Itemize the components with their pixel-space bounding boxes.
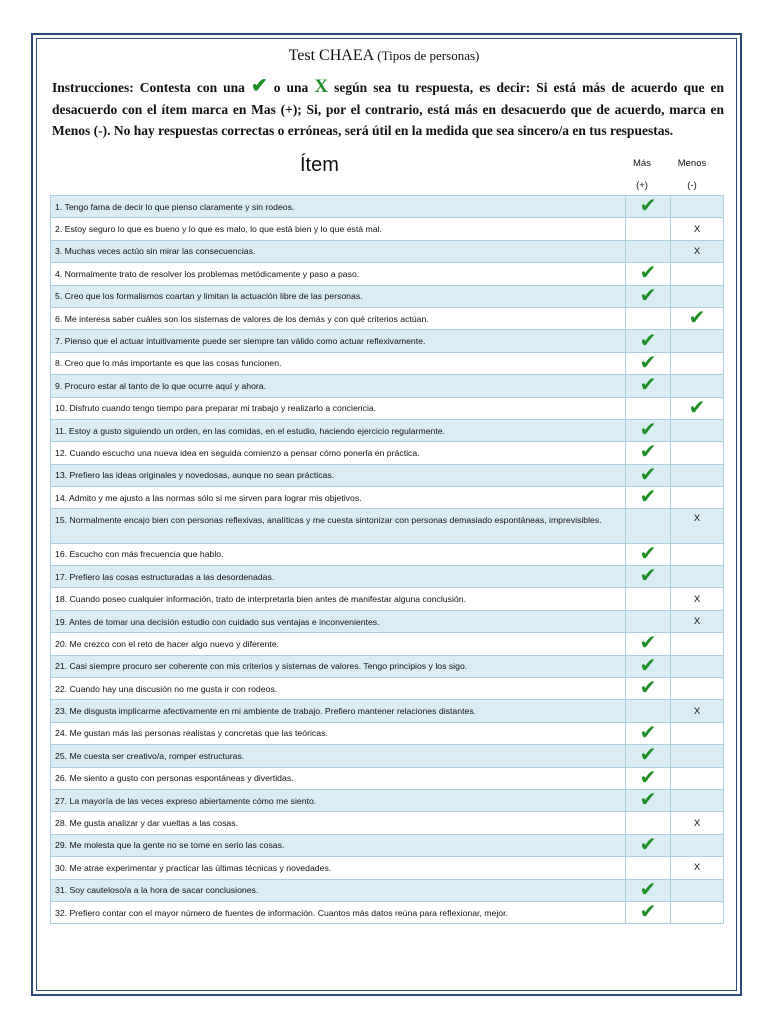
items-table: [50, 195, 724, 924]
mas-cell[interactable]: [626, 812, 671, 834]
menos-cell[interactable]: [671, 419, 724, 441]
item-text: 27. La mayoría de las veces expreso abiertamente cómo me siento.: [51, 789, 626, 811]
item-text: 1. Tengo fama de decir lo que pienso claramente y sin rodeos.: [51, 196, 626, 218]
menos-cell[interactable]: [671, 263, 724, 285]
item-text: 28. Me gusta analizar y dar vueltas a las cosas.: [51, 812, 626, 834]
check-icon: ✔: [639, 901, 657, 924]
item-text: 2. Estoy seguro lo que es bueno y lo que es malo, lo que está bien y lo que está mal.: [51, 218, 626, 240]
item-text: 5. Creo que los formalismos coartan y limitan la actuación libre de las personas.: [51, 285, 626, 307]
menos-cell[interactable]: [671, 901, 724, 923]
menos-cell[interactable]: [671, 487, 724, 509]
check-icon: ✔: [639, 441, 657, 464]
table-row: [51, 857, 724, 879]
mas-cell[interactable]: [626, 566, 671, 588]
menos-label: Menos: [677, 158, 707, 169]
mas-cell[interactable]: [626, 218, 671, 240]
table-row: [51, 678, 724, 700]
menos-cell[interactable]: [671, 566, 724, 588]
check-icon: ✔: [639, 463, 657, 486]
menos-cell[interactable]: [671, 464, 724, 486]
check-icon: ✔: [639, 284, 657, 307]
menos-cell[interactable]: [671, 722, 724, 744]
item-text: 14. Admito y me ajusto a las normas sólo si me sirven para lograr mis objetivos.: [51, 487, 626, 509]
check-icon: ✔: [639, 351, 657, 374]
mas-cell[interactable]: [626, 509, 671, 543]
menos-cell[interactable]: [671, 375, 724, 397]
table-row: [51, 240, 724, 262]
item-text: 13. Prefiero las ideas originales y novedosas, aunque no sean prácticas.: [51, 464, 626, 486]
check-icon: ✔: [639, 419, 657, 442]
table-row: [51, 263, 724, 285]
check-icon: ✔: [688, 396, 706, 419]
x-mark: X: [693, 245, 701, 257]
menos-cell[interactable]: [671, 196, 724, 218]
mas-cell[interactable]: [626, 767, 671, 789]
table-row: [51, 196, 724, 218]
table-row: [51, 588, 724, 610]
item-text: 19. Antes de tomar una decisión estudio con cuidado sus ventajas e inconvenientes.: [51, 610, 626, 632]
menos-cell[interactable]: [671, 442, 724, 464]
item-text: 20. Me crezco con el reto de hacer algo nuevo y diferente.: [51, 633, 626, 655]
item-text: 32. Prefiero contar con el mayor número de fuentes de información. Cuantos más datos reúna para reflexionar, mejor.: [51, 901, 626, 923]
item-text: 24. Me gustan más las personas realistas y concretas que las teóricas.: [51, 722, 626, 744]
mas-cell[interactable]: [626, 330, 671, 352]
table-row: [51, 352, 724, 374]
menos-cell[interactable]: [671, 700, 724, 722]
table-row: [51, 307, 724, 329]
item-text: 26. Me siento a gusto con personas espontáneas y divertidas.: [51, 767, 626, 789]
x-mark: X: [693, 513, 701, 525]
mas-cell[interactable]: [626, 196, 671, 218]
menos-cell[interactable]: [671, 218, 724, 240]
table-row: [51, 218, 724, 240]
mas-cell[interactable]: [626, 901, 671, 923]
check-icon: ✔: [639, 677, 657, 700]
mas-cell[interactable]: [626, 789, 671, 811]
table-row: [51, 745, 724, 767]
title-subtitle: (Tipos de personas): [377, 48, 480, 63]
menos-sign: (-): [687, 180, 697, 191]
check-icon: ✔: [639, 542, 657, 565]
mas-cell[interactable]: [626, 745, 671, 767]
check-icon: ✔: [639, 721, 657, 744]
menos-cell[interactable]: [671, 767, 724, 789]
items-table-body: [51, 196, 724, 924]
item-text: 23. Me disgusta implicarme afectivamente en mi ambiente de trabajo. Prefiero mantener relaciones distantes.: [51, 700, 626, 722]
item-text: 21. Casi siempre procuro ser coherente con mis criterios y sistemas de valores. Tengo principios y los sigo.: [51, 655, 626, 677]
mas-cell[interactable]: [626, 722, 671, 744]
item-text: 8. Creo que lo más importante es que las cosas funcionen.: [51, 352, 626, 374]
mas-cell[interactable]: [626, 487, 671, 509]
item-text: 9. Procuro estar al tanto de lo que ocurre aquí y ahora.: [51, 375, 626, 397]
menos-cell[interactable]: [671, 879, 724, 901]
x-mark-icon: X: [314, 76, 329, 97]
table-row: [51, 767, 724, 789]
check-icon: ✔: [639, 486, 657, 509]
table-row: [51, 442, 724, 464]
table-row: [51, 509, 724, 543]
mas-cell[interactable]: [626, 588, 671, 610]
item-text: 18. Cuando poseo cualquier información, trato de interpretarla bien antes de manifestar alguna conclusión.: [51, 588, 626, 610]
menos-cell[interactable]: [671, 834, 724, 856]
menos-cell[interactable]: [671, 610, 724, 632]
check-icon: ✔: [639, 195, 657, 218]
item-text: 15. Normalmente encajo bien con personas reflexivas, analíticas y me cuesta sintonizar con personas demasiado espontáneas, imprevisibles.: [51, 509, 626, 543]
check-icon: ✔: [688, 307, 706, 330]
table-row: [51, 285, 724, 307]
mas-column-header: [626, 153, 658, 197]
mas-cell[interactable]: [626, 633, 671, 655]
item-column-header: Ítem: [300, 154, 339, 176]
check-icon: ✔: [639, 744, 657, 767]
x-mark: X: [693, 705, 701, 717]
mas-cell[interactable]: [626, 397, 671, 419]
menos-cell[interactable]: [671, 352, 724, 374]
menos-cell[interactable]: [671, 789, 724, 811]
menos-column-header: [672, 153, 712, 197]
instructions: [52, 76, 724, 142]
table-row: [51, 722, 724, 744]
mas-cell[interactable]: [626, 263, 671, 285]
mas-cell[interactable]: [626, 285, 671, 307]
mas-cell[interactable]: [626, 352, 671, 374]
menos-cell[interactable]: [671, 655, 724, 677]
check-icon: ✔: [639, 789, 657, 812]
table-row: [51, 330, 724, 352]
mas-cell[interactable]: [626, 464, 671, 486]
table-row: [51, 812, 724, 834]
x-mark: X: [693, 817, 701, 829]
mas-cell[interactable]: [626, 655, 671, 677]
table-row: [51, 834, 724, 856]
table-row: [51, 610, 724, 632]
item-text: 17. Prefiero las cosas estructuradas a las desordenadas.: [51, 566, 626, 588]
item-text: 6. Me interesa saber cuáles son los sistemas de valores de los demás y con qué criterios actúan.: [51, 307, 626, 329]
table-row: [51, 633, 724, 655]
mas-cell[interactable]: [626, 419, 671, 441]
check-icon: ✔: [639, 329, 657, 352]
check-icon: ✔: [639, 632, 657, 655]
x-mark: X: [693, 862, 701, 874]
item-text: 3. Muchas veces actúo sin mirar las consecuencias.: [51, 240, 626, 262]
table-row: [51, 375, 724, 397]
table-row: [51, 901, 724, 923]
x-mark: X: [693, 616, 701, 628]
check-icon: ✔: [639, 262, 657, 285]
check-icon: ✔: [639, 565, 657, 588]
item-text: 22. Cuando hay una discusión no me gusta ir con rodeos.: [51, 678, 626, 700]
check-icon: ✔: [639, 766, 657, 789]
table-row: [51, 419, 724, 441]
table-row: [51, 789, 724, 811]
mas-cell[interactable]: [626, 700, 671, 722]
x-mark: X: [693, 593, 701, 605]
table-row: [51, 879, 724, 901]
menos-cell[interactable]: [671, 397, 724, 419]
mas-label: Más: [633, 158, 651, 169]
item-text: 29. Me molesta que la gente no se tome en serio las cosas.: [51, 834, 626, 856]
mas-cell[interactable]: [626, 307, 671, 329]
mas-cell[interactable]: [626, 678, 671, 700]
menos-cell[interactable]: [671, 307, 724, 329]
table-row: [51, 700, 724, 722]
menos-cell[interactable]: [671, 588, 724, 610]
item-text: 4. Normalmente trato de resolver los problemas metódicamente y paso a paso.: [51, 263, 626, 285]
mas-cell[interactable]: [626, 610, 671, 632]
item-text: 7. Pienso que el actuar intuitivamente puede ser siempre tan válido como actuar reflexivamente.: [51, 330, 626, 352]
mas-cell[interactable]: [626, 834, 671, 856]
mas-cell[interactable]: [626, 879, 671, 901]
check-icon: ✔: [639, 878, 657, 901]
menos-cell[interactable]: [671, 745, 724, 767]
mas-cell[interactable]: [626, 543, 671, 565]
menos-cell[interactable]: [671, 330, 724, 352]
title-main: Test CHAEA: [288, 47, 374, 64]
mas-sign: (+): [636, 180, 648, 191]
menos-cell[interactable]: [671, 812, 724, 834]
table-row: [51, 464, 724, 486]
page-title: [0, 47, 768, 65]
menos-cell[interactable]: [671, 240, 724, 262]
instructions-part2: o una: [273, 80, 309, 95]
check-icon: ✔: [639, 374, 657, 397]
instructions-part1: Instrucciones: Contesta con una: [52, 80, 245, 95]
check-icon: ✔: [639, 654, 657, 677]
item-text: 11. Estoy a gusto siguiendo un orden, en las comidas, en el estudio, haciendo ejercicio regularmente.: [51, 419, 626, 441]
table-row: [51, 566, 724, 588]
item-text: 30. Me atrae experimentar y practicar las últimas técnicas y novedades.: [51, 857, 626, 879]
menos-cell[interactable]: [671, 857, 724, 879]
item-text: 16. Escucho con más frecuencia que hablo.: [51, 543, 626, 565]
table-row: [51, 655, 724, 677]
check-icon: ✔: [250, 75, 268, 97]
item-text: 25. Me cuesta ser creativo/a, romper estructuras.: [51, 745, 626, 767]
table-row: [51, 543, 724, 565]
check-icon: ✔: [639, 833, 657, 856]
mas-cell[interactable]: [626, 857, 671, 879]
menos-cell[interactable]: [671, 633, 724, 655]
item-text: 31. Soy cauteloso/a a la hora de sacar conclusiones.: [51, 879, 626, 901]
instructions-part3: según sea tu respuesta, es decir: Si está más de acuerdo que en desacuerdo con el ítem marca en Mas (+); Si, por el contrario, está más en desacuerdo que de acuerdo, marca en Menos (-). No hay respuestas correctas o erróneas, será útil en la medida que sea sincero/a en tus respuestas.: [52, 80, 724, 138]
mas-cell[interactable]: [626, 442, 671, 464]
menos-cell[interactable]: [671, 678, 724, 700]
mas-cell[interactable]: [626, 375, 671, 397]
menos-cell[interactable]: [671, 509, 724, 543]
item-text: 10. Disfruto cuando tengo tiempo para preparar mi trabajo y realizarlo a conciencia.: [51, 397, 626, 419]
item-text: 12. Cuando escucho una nueva idea en seguida comienzo a pensar cómo ponerla en práctica.: [51, 442, 626, 464]
menos-cell[interactable]: [671, 543, 724, 565]
x-mark: X: [693, 223, 701, 235]
menos-cell[interactable]: [671, 285, 724, 307]
mas-cell[interactable]: [626, 240, 671, 262]
table-row: [51, 397, 724, 419]
table-row: [51, 487, 724, 509]
